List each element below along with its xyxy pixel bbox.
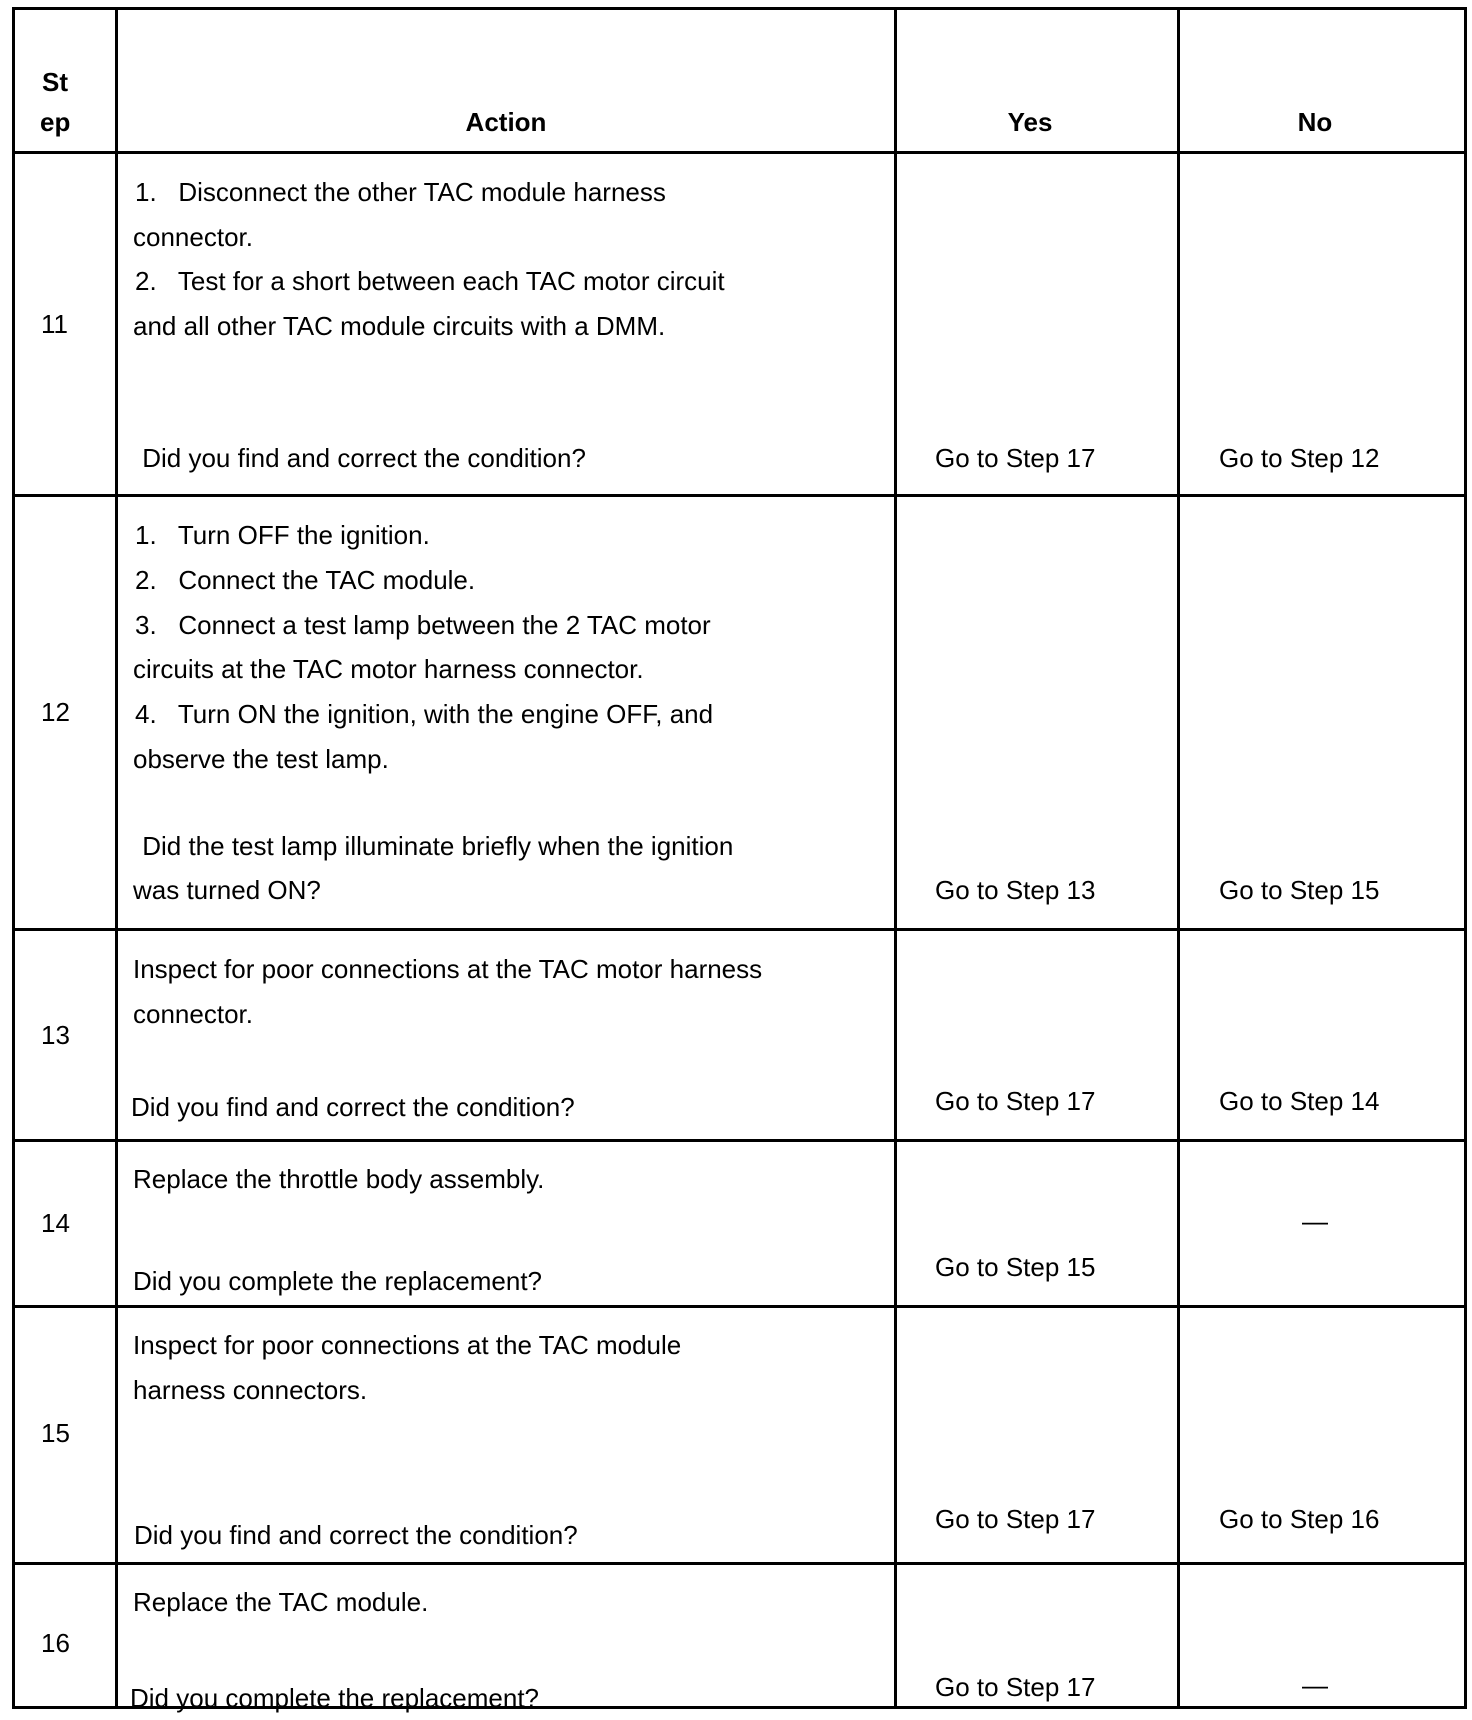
action-line: and all other TAC module circuits with a DMM. bbox=[133, 311, 666, 341]
no-link: Go to Step 15 bbox=[1219, 875, 1380, 905]
action-line: connector. bbox=[133, 999, 253, 1029]
step-number: 12 bbox=[41, 697, 70, 727]
action-line: 2. Test for a short between each TAC motor circuit bbox=[135, 266, 725, 296]
header-yes: Yes bbox=[1007, 107, 1053, 137]
row-divider bbox=[12, 494, 1467, 497]
question-line: Did you find and correct the condition? bbox=[134, 1520, 578, 1550]
question-line: Did you complete the replacement? bbox=[133, 1266, 543, 1296]
action-line: 3. Connect a test lamp between the 2 TAC motor bbox=[135, 610, 711, 640]
action-line: harness connectors. bbox=[133, 1375, 368, 1405]
yes-link: Go to Step 13 bbox=[935, 875, 1096, 905]
action-line: 1. Turn OFF the ignition. bbox=[135, 520, 430, 550]
action-line: circuits at the TAC motor harness connector. bbox=[133, 654, 644, 684]
action-line: observe the test lamp. bbox=[133, 744, 389, 774]
step-number: 14 bbox=[41, 1208, 70, 1238]
yes-link: Go to Step 15 bbox=[935, 1252, 1096, 1282]
action-line: 1. Disconnect the other TAC module harness bbox=[135, 177, 666, 207]
no-dash: — bbox=[1302, 1206, 1328, 1236]
row-divider bbox=[12, 1139, 1467, 1142]
yes-link: Go to Step 17 bbox=[935, 1086, 1096, 1116]
action-line: Replace the throttle body assembly. bbox=[133, 1164, 545, 1194]
row-divider bbox=[12, 1305, 1467, 1308]
column-divider bbox=[115, 7, 118, 1709]
yes-link: Go to Step 17 bbox=[935, 1672, 1096, 1702]
header-step-line2: ep bbox=[40, 107, 71, 137]
no-link: Go to Step 14 bbox=[1219, 1086, 1380, 1116]
header-step-line1: St bbox=[42, 67, 68, 97]
action-line: 2. Connect the TAC module. bbox=[135, 565, 476, 595]
action-line: 4. Turn ON the ignition, with the engine OFF, and bbox=[135, 699, 714, 729]
step-number: 13 bbox=[41, 1020, 70, 1050]
action-line: Inspect for poor connections at the TAC module bbox=[133, 1330, 682, 1360]
action-line: Inspect for poor connections at the TAC motor harness bbox=[133, 954, 763, 984]
row-divider bbox=[12, 928, 1467, 931]
no-dash: — bbox=[1302, 1670, 1328, 1700]
yes-link: Go to Step 17 bbox=[935, 1504, 1096, 1534]
step-number: 16 bbox=[41, 1628, 70, 1658]
question-line: Did you find and correct the condition? bbox=[135, 443, 586, 473]
step-number: 15 bbox=[41, 1418, 70, 1448]
question-line: Did you complete the replacement? bbox=[130, 1683, 540, 1713]
yes-link: Go to Step 17 bbox=[935, 443, 1096, 473]
action-line: connector. bbox=[133, 222, 253, 252]
header-no: No bbox=[1297, 107, 1333, 137]
question-line: was turned ON? bbox=[133, 875, 321, 905]
no-link: Go to Step 12 bbox=[1219, 443, 1380, 473]
no-link: Go to Step 16 bbox=[1219, 1504, 1380, 1534]
row-divider bbox=[12, 151, 1467, 154]
action-line: Replace the TAC module. bbox=[133, 1587, 429, 1617]
question-line: Did you find and correct the condition? bbox=[131, 1092, 575, 1122]
row-divider bbox=[12, 1562, 1467, 1565]
column-divider bbox=[1177, 7, 1180, 1709]
step-number: 11 bbox=[41, 309, 68, 339]
question-line: Did the test lamp illuminate briefly when the ignition bbox=[135, 831, 734, 861]
header-action: Action bbox=[465, 107, 547, 137]
column-divider bbox=[894, 7, 897, 1709]
